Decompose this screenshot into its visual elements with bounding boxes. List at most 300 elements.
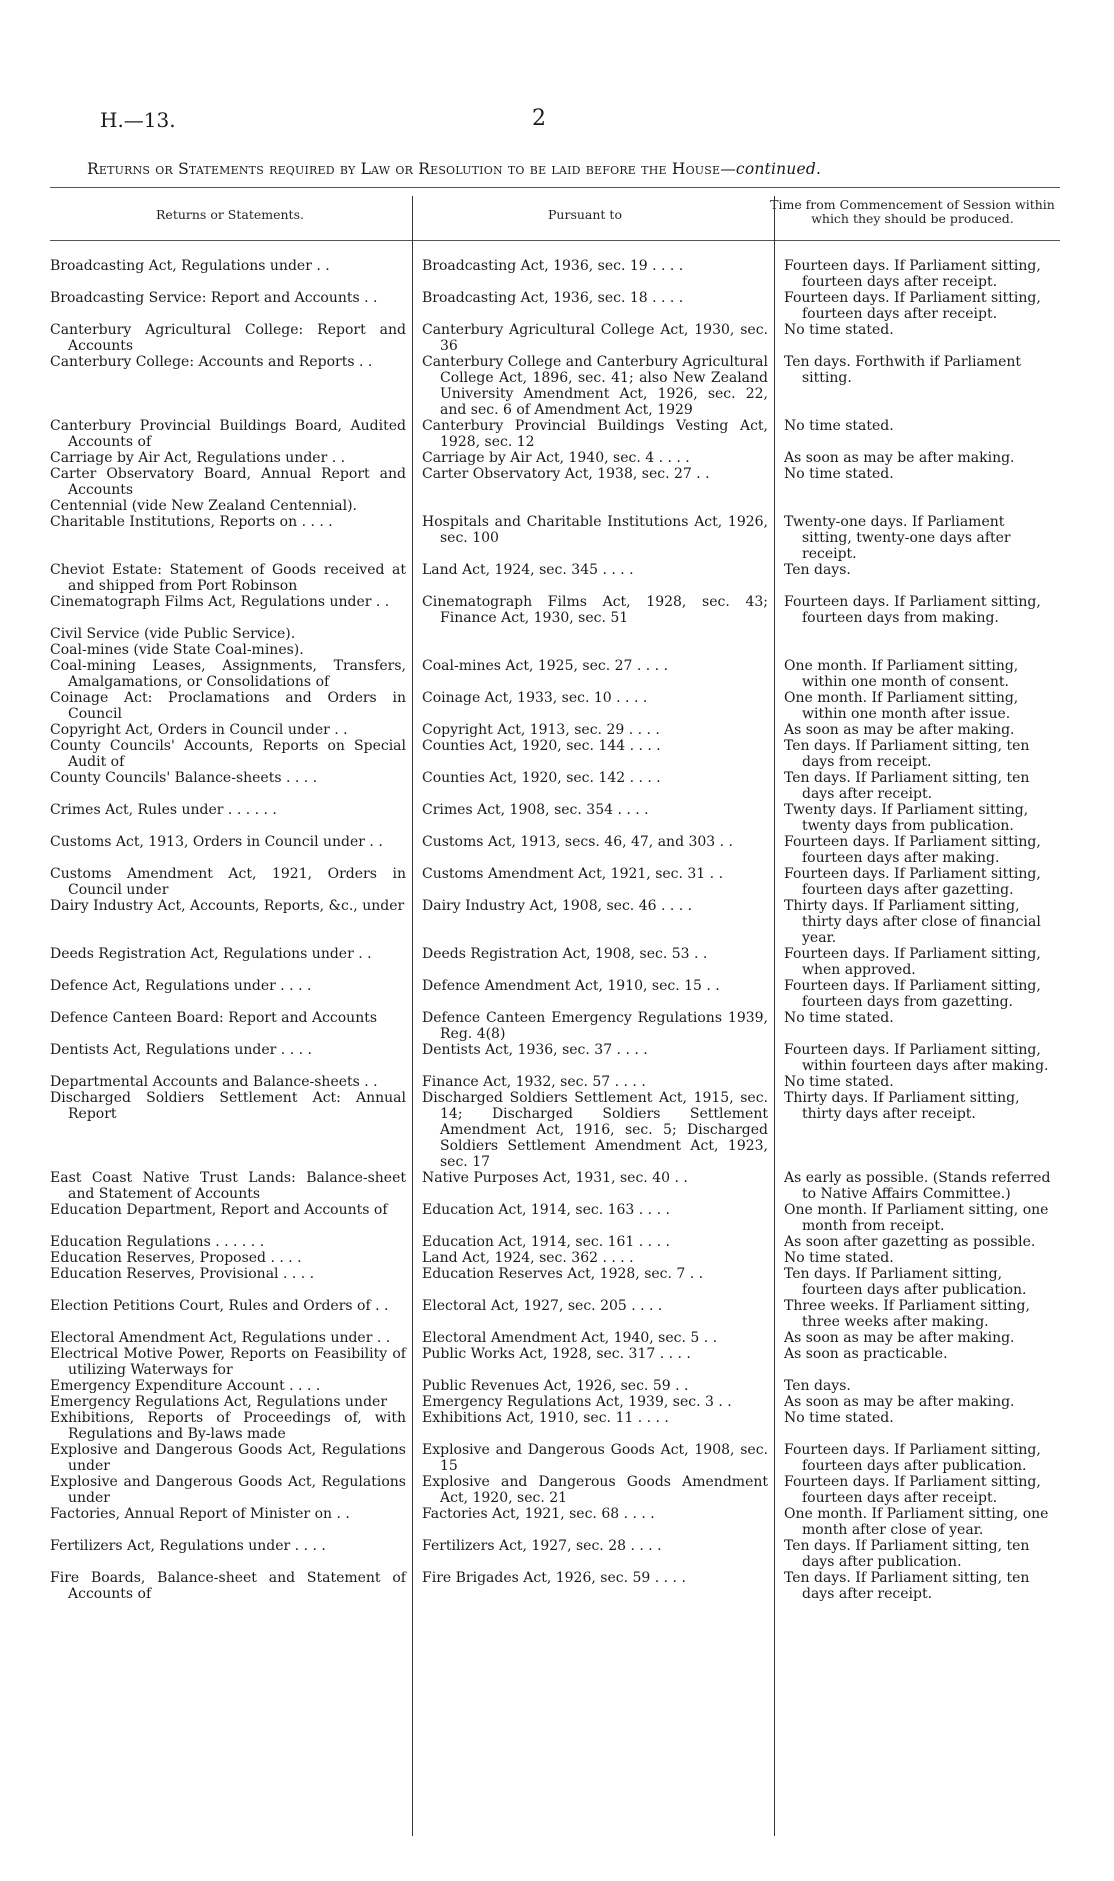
returns-cell	[50, 738, 412, 770]
pursuant-cell-text: Explosive and Dangerous Goods Act, 1908, sec. 15	[422, 1442, 768, 1474]
time-cell-text: As soon as may be after making.	[784, 1394, 1015, 1410]
pursuant-cell-text: Education Reserves Act, 1928, sec. 7 . .	[422, 1266, 704, 1282]
time-cell	[774, 1010, 1060, 1042]
pursuant-cell	[412, 1170, 774, 1202]
pursuant-cell	[412, 834, 774, 866]
table-row	[50, 1090, 1060, 1170]
title-suffix: —continued.	[720, 160, 822, 178]
time-cell	[774, 418, 1060, 450]
pursuant-cell	[412, 770, 774, 802]
time-cell	[774, 1474, 1060, 1506]
table-row	[50, 658, 1060, 690]
pursuant-cell	[412, 1010, 774, 1042]
time-cell-text: Ten days. If Parliament sitting, ten days from receipt.	[784, 738, 1030, 770]
time-cell	[774, 1394, 1060, 1410]
table-row	[50, 690, 1060, 722]
pursuant-cell	[412, 450, 774, 466]
returns-cell	[50, 866, 412, 898]
returns-cell	[50, 322, 412, 354]
time-cell-text: One month. If Parliament sitting, within one month after issue.	[784, 690, 1019, 722]
pursuant-cell-text: Crimes Act, 1908, sec. 354 . . . .	[422, 802, 649, 818]
time-cell	[774, 450, 1060, 466]
table-row	[50, 562, 1060, 594]
table-row	[50, 1298, 1060, 1330]
time-cell-text: One month. If Parliament sitting, one month from receipt.	[784, 1202, 1049, 1234]
time-cell-text: Fourteen days. If Parliament sitting, fourteen days after receipt.	[784, 1474, 1041, 1506]
pursuant-cell	[412, 1378, 774, 1394]
returns-cell-text: Education Reserves, Proposed . . . .	[50, 1250, 302, 1266]
pursuant-cell	[412, 1234, 774, 1250]
column-header-pursuant: Pursuant to	[548, 207, 622, 222]
time-cell	[774, 498, 1060, 514]
returns-cell-text: Carter Observatory Board, Annual Report and Accounts	[50, 466, 406, 498]
time-cell	[774, 594, 1060, 626]
pursuant-cell	[412, 1506, 774, 1538]
returns-cell	[50, 658, 412, 690]
returns-cell	[50, 450, 412, 466]
time-cell-text: Ten days. Forthwith if Parliament sitting.	[784, 354, 1022, 386]
pursuant-cell	[412, 594, 774, 626]
header-rule	[50, 240, 1060, 241]
returns-cell	[50, 978, 412, 1010]
time-cell-text: Ten days.	[784, 1378, 851, 1394]
time-cell-text: As soon as may be after making.	[784, 1330, 1015, 1346]
returns-cell	[50, 1538, 412, 1570]
time-cell-text: No time stated.	[784, 322, 894, 338]
time-cell	[774, 1266, 1060, 1298]
time-cell	[774, 354, 1060, 418]
table-row	[50, 1570, 1060, 1602]
returns-cell-text: Discharged Soldiers Settlement Act: Annual Report	[50, 1090, 406, 1122]
returns-cell	[50, 1442, 412, 1474]
time-cell-text: Twenty days. If Parliament sitting, twenty days from publication.	[784, 802, 1029, 834]
returns-cell	[50, 1378, 412, 1394]
table-row	[50, 1042, 1060, 1074]
pursuant-cell-text: Customs Act, 1913, secs. 46, 47, and 303 . .	[422, 834, 734, 850]
pursuant-cell	[412, 1042, 774, 1074]
returns-cell-text: Emergency Regulations Act, Regulations under	[50, 1394, 388, 1410]
time-cell-text: Fourteen days. If Parliament sitting, within fourteen days after making.	[784, 1042, 1049, 1074]
returns-cell	[50, 1250, 412, 1266]
returns-cell	[50, 562, 412, 594]
pursuant-cell-text: Broadcasting Act, 1936, sec. 18 . . . .	[422, 290, 684, 306]
pursuant-cell	[412, 258, 774, 290]
table-row	[50, 418, 1060, 450]
time-cell-text: As soon as may be after making.	[784, 722, 1015, 738]
pursuant-cell-text: Native Purposes Act, 1931, sec. 40 . .	[422, 1170, 688, 1186]
returns-cell-text: Crimes Act, Rules under . . . . . .	[50, 802, 277, 818]
pursuant-cell-text: Canterbury Provincial Buildings Vesting Act, 1928, sec. 12	[422, 418, 768, 450]
time-cell-text: No time stated.	[784, 1250, 894, 1266]
time-cell	[774, 1506, 1060, 1538]
column-header-time: Time from Commencement of Session within which they should be produced.	[770, 197, 1055, 226]
pursuant-cell-text: Carter Observatory Act, 1938, sec. 27 . .	[422, 466, 710, 482]
time-cell-text: Thirty days. If Parliament sitting, thirty days after receipt.	[784, 1090, 1020, 1122]
pursuant-cell-text: Emergency Regulations Act, 1939, sec. 3 . .	[422, 1394, 732, 1410]
returns-cell	[50, 1042, 412, 1074]
table-row	[50, 1394, 1060, 1410]
time-cell-text: Fourteen days. If Parliament sitting, fourteen days from gazetting.	[784, 978, 1041, 1010]
pursuant-cell	[412, 738, 774, 770]
pursuant-cell	[412, 866, 774, 898]
returns-cell-text: Exhibitions, Reports of Proceedings of, with Regulations and By-laws made	[50, 1410, 406, 1442]
returns-cell-text: Broadcasting Act, Regulations under . .	[50, 258, 330, 274]
table-row	[50, 1410, 1060, 1442]
time-cell-text: Ten days. If Parliament sitting, ten days after receipt.	[784, 770, 1030, 802]
returns-cell-text: Carriage by Air Act, Regulations under . .	[50, 450, 346, 466]
table-row	[50, 498, 1060, 514]
top-rule	[50, 187, 1060, 188]
time-cell	[774, 642, 1060, 658]
pursuant-cell-text: Dairy Industry Act, 1908, sec. 46 . . . .	[422, 898, 693, 914]
time-cell-text: No time stated.	[784, 418, 894, 434]
returns-cell	[50, 290, 412, 322]
time-cell-text: Ten days. If Parliament sitting, ten days after receipt.	[784, 1570, 1030, 1602]
returns-cell	[50, 498, 412, 514]
returns-cell	[50, 1074, 412, 1090]
pursuant-cell	[412, 690, 774, 722]
time-cell-text: As early as possible. (Stands referred to Native Affairs Committee.)	[784, 1170, 1051, 1202]
pursuant-cell	[412, 1570, 774, 1602]
pursuant-cell-text: Public Works Act, 1928, sec. 317 . . . .	[422, 1346, 691, 1362]
table-row	[50, 1474, 1060, 1506]
pursuant-cell	[412, 1090, 774, 1170]
returns-cell-text: Education Department, Report and Accounts of	[50, 1202, 388, 1218]
returns-cell	[50, 802, 412, 834]
returns-table	[50, 258, 1060, 1602]
returns-cell-text: Defence Act, Regulations under . . . .	[50, 978, 312, 994]
returns-cell	[50, 1010, 412, 1042]
pursuant-cell-text: Fertilizers Act, 1927, sec. 28 . . . .	[422, 1538, 662, 1554]
pursuant-cell	[412, 626, 774, 642]
time-cell	[774, 770, 1060, 802]
returns-cell	[50, 1090, 412, 1170]
pursuant-cell-text: Dentists Act, 1936, sec. 37 . . . .	[422, 1042, 648, 1058]
returns-cell-text: Cinematograph Films Act, Regulations under . .	[50, 594, 390, 610]
time-cell	[774, 978, 1060, 1010]
pursuant-cell	[412, 1346, 774, 1378]
returns-cell-text: County Councils' Accounts, Reports on Special Audit of	[50, 738, 406, 770]
table-row	[50, 866, 1060, 898]
table-row	[50, 1170, 1060, 1202]
returns-cell-text: Customs Act, 1913, Orders in Council under . .	[50, 834, 383, 850]
returns-cell	[50, 1234, 412, 1250]
time-cell	[774, 1090, 1060, 1170]
table-row	[50, 722, 1060, 738]
returns-cell-text: Copyright Act, Orders in Council under . .	[50, 722, 348, 738]
table-row	[50, 1234, 1060, 1250]
pursuant-cell	[412, 418, 774, 450]
time-cell-text: No time stated.	[784, 1410, 894, 1426]
time-cell-text: Fourteen days. If Parliament sitting, fourteen days after receipt.	[784, 290, 1041, 322]
time-cell	[774, 290, 1060, 322]
table-row	[50, 466, 1060, 498]
returns-cell	[50, 626, 412, 642]
time-cell	[774, 898, 1060, 946]
pursuant-cell	[412, 978, 774, 1010]
pursuant-cell	[412, 562, 774, 594]
pursuant-cell-text: Electoral Amendment Act, 1940, sec. 5 . .	[422, 1330, 718, 1346]
returns-cell-text: Education Reserves, Provisional . . . .	[50, 1266, 315, 1282]
table-row	[50, 1538, 1060, 1570]
time-cell	[774, 1330, 1060, 1346]
time-cell-text: Thirty days. If Parliament sitting, thirty days after close of financial year.	[784, 898, 1041, 946]
pursuant-cell-text: Copyright Act, 1913, sec. 29 . . . .	[422, 722, 660, 738]
pursuant-cell-text: Coinage Act, 1933, sec. 10 . . . .	[422, 690, 648, 706]
table-row	[50, 354, 1060, 418]
time-cell	[774, 1346, 1060, 1378]
table-row	[50, 258, 1060, 290]
time-cell	[774, 722, 1060, 738]
pursuant-cell	[412, 1202, 774, 1234]
returns-cell-text: Electoral Amendment Act, Regulations under . .	[50, 1330, 391, 1346]
table-row	[50, 1266, 1060, 1298]
returns-cell	[50, 1330, 412, 1346]
table-row	[50, 1442, 1060, 1474]
returns-cell	[50, 594, 412, 626]
returns-cell	[50, 690, 412, 722]
time-cell	[774, 1570, 1060, 1602]
time-cell-text: Fourteen days. If Parliament sitting, fourteen days after gazetting.	[784, 866, 1041, 898]
returns-cell	[50, 258, 412, 290]
pursuant-cell-text: Land Act, 1924, sec. 362 . . . .	[422, 1250, 634, 1266]
pursuant-cell	[412, 658, 774, 690]
table-row	[50, 770, 1060, 802]
pursuant-cell-text: Hospitals and Charitable Institutions Act, 1926, sec. 100	[422, 514, 768, 546]
title-main: Returns or Statements required by Law or Resolution to be laid before the House	[87, 160, 721, 178]
pursuant-cell	[412, 1410, 774, 1442]
time-cell	[774, 1298, 1060, 1330]
pursuant-cell-text: Fire Brigades Act, 1926, sec. 59 . . . .	[422, 1570, 686, 1586]
returns-cell-text: Coinage Act: Proclamations and Orders in Council	[50, 690, 406, 722]
returns-cell-text: Explosive and Dangerous Goods Act, Regulations under	[50, 1442, 406, 1474]
pursuant-cell-text: Canterbury College and Canterbury Agricultural College Act, 1896, sec. 41; also New Zealand University Amendment Act, 1926, sec. 22, and sec. 6 of Amendment Act, 1929	[422, 354, 769, 418]
returns-cell-text: Customs Amendment Act, 1921, Orders in Council under	[50, 866, 406, 898]
time-cell	[774, 1378, 1060, 1394]
returns-cell-text: Factories, Annual Report of Minister on . .	[50, 1506, 350, 1522]
pursuant-cell-text: Electoral Act, 1927, sec. 205 . . . .	[422, 1298, 663, 1314]
table-row	[50, 290, 1060, 322]
time-cell	[774, 802, 1060, 834]
page-title	[87, 160, 1027, 178]
time-cell-text: Ten days. If Parliament sitting, fourteen days after publication.	[784, 1266, 1027, 1298]
table-row	[50, 1250, 1060, 1266]
time-cell	[774, 946, 1060, 978]
pursuant-cell-text: Deeds Registration Act, 1908, sec. 53 . .	[422, 946, 708, 962]
pursuant-cell	[412, 354, 774, 418]
time-cell	[774, 322, 1060, 354]
pursuant-cell-text: Finance Act, 1932, sec. 57 . . . .	[422, 1074, 646, 1090]
time-cell-text: As soon after gazetting as possible.	[784, 1234, 1036, 1250]
pursuant-cell	[412, 514, 774, 562]
returns-cell-text: Explosive and Dangerous Goods Act, Regulations under	[50, 1474, 406, 1506]
pursuant-cell	[412, 290, 774, 322]
returns-cell-text: Charitable Institutions, Reports on . . . .	[50, 514, 333, 530]
pursuant-cell-text: Public Revenues Act, 1926, sec. 59 . .	[422, 1378, 689, 1394]
returns-cell-text: County Councils' Balance-sheets . . . .	[50, 770, 318, 786]
table-row	[50, 514, 1060, 562]
time-cell	[774, 866, 1060, 898]
time-cell-text: No time stated.	[784, 1074, 894, 1090]
returns-cell	[50, 1410, 412, 1442]
returns-cell-text: Electrical Motive Power, Reports on Feasibility of utilizing Waterways for	[50, 1346, 406, 1378]
returns-cell	[50, 770, 412, 802]
returns-cell-text: Deeds Registration Act, Regulations under . .	[50, 946, 372, 962]
time-cell-text: Fourteen days. If Parliament sitting, fourteen days after making.	[784, 834, 1041, 866]
pursuant-cell	[412, 1330, 774, 1346]
pursuant-cell	[412, 322, 774, 354]
time-cell-text: As soon as practicable.	[784, 1346, 948, 1362]
pursuant-cell	[412, 722, 774, 738]
returns-cell-text: Fire Boards, Balance-sheet and Statement of Accounts of	[50, 1570, 406, 1602]
time-cell-text: Fourteen days. If Parliament sitting, fourteen days after receipt.	[784, 258, 1041, 290]
returns-cell-text: Canterbury Provincial Buildings Board, Audited Accounts of	[50, 418, 406, 450]
returns-cell	[50, 1170, 412, 1202]
returns-cell-text: East Coast Native Trust Lands: Balance-sheet and Statement of Accounts	[50, 1170, 406, 1202]
time-cell	[774, 1538, 1060, 1570]
time-cell	[774, 1234, 1060, 1250]
time-cell-text: Ten days.	[784, 562, 851, 578]
returns-cell-text: Dentists Act, Regulations under . . . .	[50, 1042, 312, 1058]
table-row	[50, 802, 1060, 834]
pursuant-cell	[412, 498, 774, 514]
pursuant-cell	[412, 946, 774, 978]
pursuant-cell-text: Coal-mines Act, 1925, sec. 27 . . . .	[422, 658, 669, 674]
returns-cell	[50, 898, 412, 946]
pursuant-cell	[412, 1266, 774, 1298]
returns-cell-text: Departmental Accounts and Balance-sheets . .	[50, 1074, 378, 1090]
returns-cell-text: Coal-mines (vide State Coal-mines).	[50, 642, 304, 658]
returns-cell	[50, 1570, 412, 1602]
table-row	[50, 626, 1060, 642]
table-row	[50, 1330, 1060, 1346]
page-number: 2	[532, 106, 546, 131]
returns-cell	[50, 1266, 412, 1298]
pursuant-cell-text: Counties Act, 1920, sec. 144 . . . .	[422, 738, 661, 754]
time-cell	[774, 514, 1060, 562]
time-cell	[774, 1410, 1060, 1442]
pursuant-cell	[412, 466, 774, 498]
returns-cell-text: Dairy Industry Act, Accounts, Reports, &c., under	[50, 898, 405, 914]
table-row	[50, 738, 1060, 770]
table-row	[50, 978, 1060, 1010]
pursuant-cell	[412, 1442, 774, 1474]
returns-cell-text: Education Regulations . . . . . .	[50, 1234, 265, 1250]
time-cell	[774, 466, 1060, 498]
document-reference: H.—13.	[100, 108, 176, 132]
returns-cell	[50, 354, 412, 418]
time-cell	[774, 1202, 1060, 1234]
table-row	[50, 322, 1060, 354]
time-cell	[774, 1074, 1060, 1090]
returns-cell-text: Fertilizers Act, Regulations under . . . .	[50, 1538, 326, 1554]
time-cell	[774, 1250, 1060, 1266]
returns-cell	[50, 1394, 412, 1410]
returns-cell	[50, 834, 412, 866]
time-cell-text: One month. If Parliament sitting, within one month of consent.	[784, 658, 1019, 690]
pursuant-cell-text: Exhibitions Act, 1910, sec. 11 . . . .	[422, 1410, 669, 1426]
time-cell-text: Ten days. If Parliament sitting, ten days after publication.	[784, 1538, 1030, 1570]
returns-cell	[50, 514, 412, 562]
time-cell-text: As soon as may be after making.	[784, 450, 1015, 466]
pursuant-cell	[412, 642, 774, 658]
pursuant-cell-text: Broadcasting Act, 1936, sec. 19 . . . .	[422, 258, 684, 274]
table-row	[50, 450, 1060, 466]
returns-cell	[50, 722, 412, 738]
table-row	[50, 834, 1060, 866]
table-row	[50, 1346, 1060, 1378]
time-cell	[774, 658, 1060, 690]
time-cell	[774, 1042, 1060, 1074]
returns-cell-text: Canterbury College: Accounts and Reports . .	[50, 354, 373, 370]
table-row	[50, 1010, 1060, 1042]
pursuant-cell	[412, 1298, 774, 1330]
returns-cell	[50, 418, 412, 450]
returns-cell-text: Defence Canteen Board: Report and Accounts	[50, 1010, 378, 1026]
returns-cell	[50, 642, 412, 658]
pursuant-cell-text: Defence Canteen Emergency Regulations 1939, Reg. 4(8)	[422, 1010, 768, 1042]
pursuant-cell-text: Defence Amendment Act, 1910, sec. 15 . .	[422, 978, 720, 994]
time-cell	[774, 258, 1060, 290]
time-cell-text: Fourteen days. If Parliament sitting, fourteen days from making.	[784, 594, 1041, 626]
time-cell	[774, 738, 1060, 770]
pursuant-cell	[412, 1474, 774, 1506]
pursuant-cell-text: Factories Act, 1921, sec. 68 . . . .	[422, 1506, 655, 1522]
time-cell	[774, 562, 1060, 594]
time-cell-text: One month. If Parliament sitting, one month after close of year.	[784, 1506, 1049, 1538]
pursuant-cell	[412, 898, 774, 946]
time-cell-text: Fourteen days. If Parliament sitting, fourteen days after publication.	[784, 1442, 1041, 1474]
pursuant-cell	[412, 1394, 774, 1410]
table-row	[50, 642, 1060, 658]
table-row	[50, 1378, 1060, 1394]
time-cell-text: Fourteen days. If Parliament sitting, when approved.	[784, 946, 1041, 978]
pursuant-cell-text: Counties Act, 1920, sec. 142 . . . .	[422, 770, 661, 786]
pursuant-cell-text: Education Act, 1914, sec. 163 . . . .	[422, 1202, 670, 1218]
time-cell	[774, 690, 1060, 722]
pursuant-cell-text: Education Act, 1914, sec. 161 . . . .	[422, 1234, 670, 1250]
returns-cell-text: Election Petitions Court, Rules and Orders of . .	[50, 1298, 389, 1314]
table-row	[50, 1506, 1060, 1538]
returns-cell-text: Broadcasting Service: Report and Accounts . .	[50, 290, 378, 306]
returns-cell	[50, 1298, 412, 1330]
time-cell-text: Twenty-one days. If Parliament sitting, twenty-one days after receipt.	[784, 514, 1011, 562]
time-cell	[774, 1442, 1060, 1474]
time-cell	[774, 626, 1060, 642]
table-row	[50, 1202, 1060, 1234]
returns-cell	[50, 946, 412, 978]
column-header-returns: Returns or Statements.	[156, 207, 304, 222]
pursuant-cell-text: Land Act, 1924, sec. 345 . . . .	[422, 562, 634, 578]
returns-cell-text: Emergency Expenditure Account . . . .	[50, 1378, 321, 1394]
returns-cell	[50, 1346, 412, 1378]
time-cell	[774, 1170, 1060, 1202]
returns-cell	[50, 1506, 412, 1538]
table-row	[50, 946, 1060, 978]
returns-cell-text: Cheviot Estate: Statement of Goods received at and shipped from Port Robinson	[50, 562, 406, 594]
pursuant-cell	[412, 802, 774, 834]
pursuant-cell	[412, 1074, 774, 1090]
table-row	[50, 898, 1060, 946]
pursuant-cell-text: Customs Amendment Act, 1921, sec. 31 . .	[422, 866, 724, 882]
returns-cell	[50, 1474, 412, 1506]
pursuant-cell	[412, 1250, 774, 1266]
returns-cell-text: Coal-mining Leases, Assignments, Transfers, Amalgamations, or Consolidations of	[50, 658, 406, 690]
time-cell-text: Three weeks. If Parliament sitting, three weeks after making.	[784, 1298, 1030, 1330]
pursuant-cell-text: Canterbury Agricultural College Act, 1930, sec. 36	[422, 322, 768, 354]
returns-cell	[50, 1202, 412, 1234]
returns-cell-text: Civil Service (vide Public Service).	[50, 626, 296, 642]
